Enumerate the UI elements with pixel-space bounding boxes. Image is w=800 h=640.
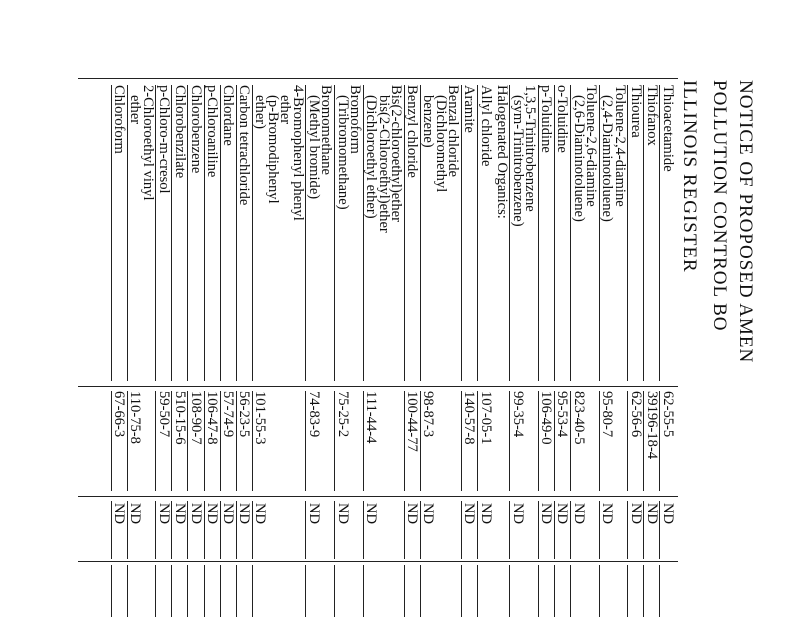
- constituent-name: [662, 85, 675, 381]
- fill-line: [477, 501, 478, 559]
- name-line: 4-Bromophenyl phenyl: [289, 85, 306, 221]
- name-line: Toluene-2,6-diamine: [583, 85, 600, 207]
- fill-line: [236, 565, 237, 617]
- cas-number: 140-57-8: [461, 391, 478, 445]
- constituent-name: [509, 85, 539, 381]
- fill-line: [155, 565, 156, 617]
- constituent-name: [422, 85, 460, 381]
- nd-value: ND: [363, 503, 380, 525]
- constituent-name: [479, 85, 492, 381]
- fill-line: [643, 565, 644, 617]
- fill-line: [334, 85, 335, 381]
- fill-line: [461, 391, 462, 491]
- fill-line: [554, 565, 555, 617]
- constituent-name: [570, 85, 600, 381]
- board-name: POLLUTION CONTROL BO: [709, 80, 730, 332]
- fill-line: [461, 565, 462, 617]
- cas-number: 62-55-5: [660, 391, 676, 438]
- fill-line: [599, 501, 600, 559]
- fill-line: [155, 501, 156, 559]
- fill-line: [334, 565, 335, 617]
- fill-line: [127, 565, 128, 617]
- fill-line: [363, 391, 364, 491]
- column-divider: [78, 496, 678, 497]
- section-heading: [495, 85, 508, 381]
- fill-line: [570, 501, 571, 559]
- cas-number: 106-49-0: [538, 391, 555, 445]
- constituent-name: [129, 85, 154, 381]
- fill-line: [554, 501, 555, 559]
- fill-line: [570, 565, 571, 617]
- constituent-name: [254, 85, 304, 381]
- fill-line: [599, 565, 600, 617]
- name-line: (sym-Trinitrobenzene): [509, 95, 526, 227]
- cas-number: 111-44-4: [363, 391, 380, 444]
- fill-line: [477, 391, 478, 491]
- cas-number: 99-35-4: [509, 391, 526, 438]
- fill-line: [252, 391, 253, 491]
- fill-line: [554, 391, 555, 491]
- name-line: o-Toluidine: [554, 85, 571, 153]
- cas-number: 74-83-9: [306, 391, 322, 438]
- fill-line: [111, 565, 112, 617]
- constituent-name: [556, 85, 569, 381]
- cas-number: 75-25-2: [334, 391, 351, 438]
- fill-line: [404, 391, 405, 491]
- name-line: benzene): [420, 95, 437, 148]
- name-line: Toluene-2,4-diamine: [611, 85, 628, 207]
- fill-line: [599, 391, 600, 491]
- constituent-name: [222, 85, 235, 381]
- nd-value: ND: [171, 503, 188, 525]
- fill-line: [252, 565, 253, 617]
- cas-number: 823-40-5: [570, 391, 587, 445]
- fill-line: [155, 391, 156, 491]
- fill-line: [188, 565, 189, 617]
- name-line: Thioacetamide: [660, 85, 676, 172]
- nd-value: ND: [643, 503, 660, 525]
- cas-number: 95-53-4: [554, 391, 571, 438]
- constituent-table: [78, 78, 678, 619]
- fill-line: [420, 565, 421, 617]
- cas-number: 95-80-7: [599, 391, 616, 438]
- fill-line: [538, 501, 539, 559]
- fill-line: [111, 391, 112, 491]
- nd-value: ND: [570, 503, 587, 525]
- name-line: Benzal chloride: [445, 85, 462, 177]
- cas-number: 110-75-8: [127, 391, 144, 444]
- fill-line: [306, 391, 307, 491]
- name-line: (Methyl bromide): [306, 95, 322, 200]
- nd-value: ND: [404, 503, 421, 525]
- cas-number: 59-50-7: [155, 391, 172, 438]
- name-line: ether: [127, 95, 144, 125]
- fill-line: [204, 565, 205, 617]
- fill-line: [404, 565, 405, 617]
- fill-line: [334, 501, 335, 559]
- name-line: 2-Chloroethyl vinyl: [139, 85, 156, 201]
- cas-number: 39196-18-4: [643, 391, 660, 460]
- column-divider: [78, 561, 678, 562]
- nd-value: ND: [420, 503, 437, 525]
- name-line: Benzyl chloride: [404, 85, 421, 178]
- constituent-name: [406, 85, 419, 381]
- cas-number: 100-44-77: [404, 391, 421, 452]
- fill-line: [627, 391, 628, 491]
- cas-number: 67-66-3: [111, 391, 128, 438]
- fill-line: [538, 85, 539, 381]
- name-line: Bromomethane: [318, 85, 335, 175]
- name-line: (Dichloroethyl ether): [363, 95, 380, 219]
- name-line: Bromoform: [347, 85, 364, 154]
- nd-value: ND: [554, 503, 571, 525]
- name-line: p-Toluidine: [538, 85, 555, 153]
- fill-line: [627, 501, 628, 559]
- nd-value: ND: [204, 503, 221, 525]
- fill-line: [538, 565, 539, 617]
- constituent-name: [308, 85, 333, 381]
- fill-line: [171, 565, 172, 617]
- nd-value: ND: [188, 503, 204, 525]
- name-line: bis(2-Chloroethyl)ether: [375, 95, 392, 233]
- fill-line: [509, 391, 510, 491]
- column-divider: [78, 386, 678, 387]
- notice-line: NOTICE OF PROPOSED AMEN: [735, 80, 756, 364]
- fill-line: [111, 85, 112, 381]
- nd-value: ND: [538, 503, 555, 525]
- fill-line: [404, 501, 405, 559]
- cas-number: 56-23-5: [236, 391, 253, 438]
- fill-line: [477, 85, 478, 381]
- fill-line: [570, 85, 571, 381]
- name-line: Aramite: [461, 85, 478, 133]
- nd-value: ND: [477, 503, 494, 525]
- fill-line: [509, 501, 510, 559]
- fill-line: [509, 565, 510, 617]
- cas-number: 98-87-3: [420, 391, 437, 438]
- constituent-name: [190, 85, 203, 381]
- constituent-name: [601, 85, 626, 381]
- constituent-name: [334, 85, 364, 381]
- name-line: (p-Bromodiphenyl: [264, 95, 281, 204]
- name-line: Chlordane: [220, 85, 237, 146]
- fill-line: [570, 391, 571, 491]
- nd-value: ND: [599, 503, 616, 525]
- fill-line: [554, 85, 555, 381]
- nd-value: ND: [252, 503, 269, 525]
- cas-number: 108-90-7: [188, 391, 204, 445]
- nd-value: ND: [627, 503, 644, 525]
- name-line: (2,6-Diaminotoluene): [570, 95, 587, 222]
- nd-value: ND: [111, 503, 128, 525]
- fill-line: [461, 85, 462, 381]
- fill-line: [538, 391, 539, 491]
- fill-line: [363, 565, 364, 617]
- constituent-name: [157, 85, 170, 381]
- cas-number: 106-47-8: [204, 391, 221, 445]
- fill-line: [660, 565, 661, 617]
- constituent-name: [645, 85, 658, 381]
- name-line: Chloroform: [111, 85, 128, 154]
- nd-value: ND: [127, 503, 144, 525]
- constituent-name: [365, 85, 403, 381]
- fill-line: [627, 565, 628, 617]
- register-title: ILLINOIS REGISTER: [679, 80, 700, 273]
- nd-value: ND: [660, 503, 676, 525]
- name-line: (2,4-Diaminotoluene): [599, 95, 616, 222]
- nd-value: ND: [220, 503, 237, 525]
- constituent-name: [629, 85, 642, 381]
- cas-number: 62-56-6: [627, 391, 644, 438]
- nd-value: ND: [334, 503, 351, 525]
- constituent-name: [113, 85, 126, 381]
- fill-line: [477, 565, 478, 617]
- constituent-name: [206, 85, 219, 381]
- nd-value: ND: [461, 503, 478, 525]
- nd-value: ND: [509, 503, 526, 525]
- name-line: Thiourea: [627, 85, 644, 138]
- constituent-name: [173, 85, 186, 381]
- fill-line: [420, 391, 421, 491]
- fill-line: [252, 501, 253, 559]
- cas-number: 510-15-6: [171, 391, 188, 445]
- fill-line: [420, 501, 421, 559]
- name-line: Allyl chloride: [477, 85, 494, 167]
- nd-value: ND: [236, 503, 253, 525]
- name-line: Halogenated Organics:: [493, 85, 510, 219]
- name-line: Chlorobenzilate: [171, 85, 188, 179]
- constituent-name: [238, 85, 251, 381]
- fill-line: [461, 501, 462, 559]
- constituent-name: [540, 85, 553, 381]
- nd-value: ND: [306, 503, 322, 525]
- name-line: Carbon tetrachloride: [236, 85, 253, 206]
- nd-value: ND: [155, 503, 172, 525]
- name-line: ether: [277, 95, 294, 125]
- name-line: p-Chloroaniline: [204, 85, 221, 178]
- fill-line: [252, 85, 253, 381]
- name-line: p-Chloro-m-cresol: [155, 85, 172, 194]
- cas-number: 101-55-3: [252, 391, 269, 445]
- fill-line: [363, 501, 364, 559]
- name-line: Chlorobenzene: [188, 85, 204, 174]
- name-line: (Tribromomethane): [334, 95, 351, 210]
- fill-line: [306, 565, 307, 617]
- name-line: Bis(2-chloroethyl)ether: [388, 85, 405, 222]
- name-line: 1,3,5-Trinitrobenzene: [522, 85, 539, 212]
- fill-line: [306, 501, 307, 559]
- fill-line: [111, 501, 112, 559]
- cas-number: 107-05-1: [477, 391, 494, 445]
- name-line: ether): [252, 95, 269, 130]
- cas-number: 57-74-9: [220, 391, 237, 438]
- fill-line: [420, 85, 421, 381]
- fill-line: [334, 391, 335, 491]
- name-line: Thiofanox: [643, 85, 660, 146]
- name-line: (Dichloromethyl: [432, 95, 449, 193]
- fill-line: [220, 565, 221, 617]
- constituent-name: [463, 85, 476, 381]
